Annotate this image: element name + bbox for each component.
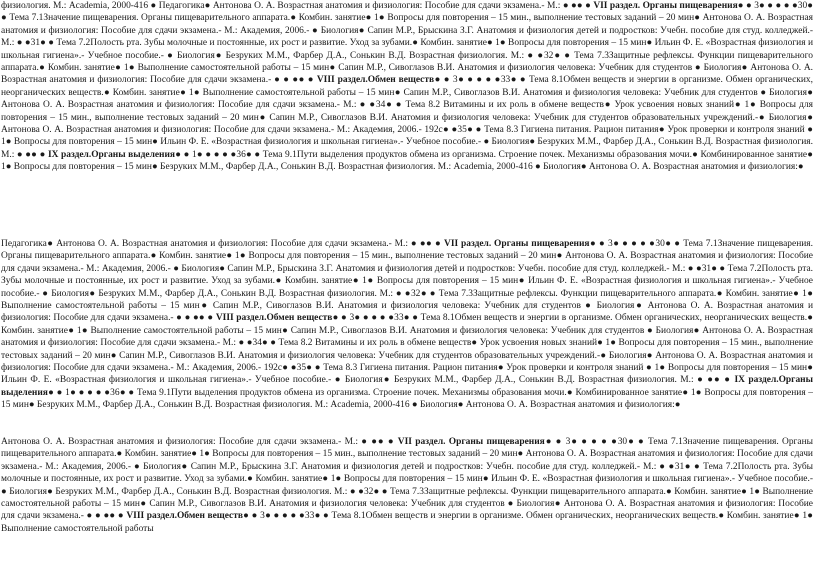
section-heading: IX раздел.Органы выделения	[1, 375, 813, 398]
section-heading: IX раздел.Органы выделения	[47, 149, 176, 160]
section-heading: VII раздел. Органы пищеварения	[397, 437, 545, 447]
section-heading: VIII раздел.Обмен веществ	[316, 75, 435, 86]
section-heading: VII раздел. Органы пищеварения	[593, 1, 738, 11]
text-block-3: Антонова О. А. Возрастная анатомия и физиология: Пособие для сдачи экзамена.- М.: ● ●● ● VII раздел. Органы пищеварения● ● 3● ● ● ● ●30● ● Тема 7.1Значение пищеварения. Органы пищеварительного аппарата.● Комбин. занятие● 1● Вопросы для повторения – 15 мин., выполнение тестовых заданий – 20 мин● Антонова О. А. Возрастная анатомия и физиология: Пособие для сдачи экзамена.- М.: Академия, 2006.- ● Биология● Сапин М.Р., Брыскина З.Г. Анатомия и физиология детей и подростков: Учебн. пособие для студ. колледжей.- М.: ● ●31● ● Тема 7.2Полость рта. Зубы молочные и постоянные, их рост и развитие. Уход за зубами.● Комбин. занятие● 1● Вопросы для повторения – 15 мин● Ильин Ф. Е. «Возрастная физиология и школьная гигиена».- Учебное пособие.- ● Биология● Безруких М.М., Фарбер Д.А., Сонькин В.Д. Возрастная физиология. М.: ● ●32● ● Тема 7.3Защитные рефлексы. Функции пищеварительного аппарата.● Комбин. занятие● 1● Выполнение самостоятельной работы – 15 мин● Сапин М.Р., Сивоглазов В.И. Анатомия и физиология человека: Учебник для студентов ● Биология● Антонова О. А. Возрастная анатомия и физиология: Пособие для сдачи экзамена.- ● ● ●● ● VIII раздел.Обмен веществ● ● 3● ● ● ● ●33● ● Тема 8.1Обмен веществ и энергии в организме. Обмен органических, неорганических веществ.● Комбин. занятие● 1● Выполнение самостоятельной работы	[1, 437, 813, 534]
text-block-2: Педагогика● Антонова О. А. Возрастная анатомия и физиология: Пособие для сдачи экзамена.- М.: ● ●● ● VII раздел. Органы пищеварения● ● 3● ● ● ● ●30● ● Тема 7.1Значение пищеварения. Органы пищеварительного аппарата.● Комбин. занятие● 1● Вопросы для повторения – 15 мин., выполнение тестовых заданий – 20 мин● Антонова О. А. Возрастная анатомия и физиология: Пособие для сдачи экзамена.- М.: Академия, 2006.- ● Биология● Сапин М.Р., Брыскина З.Г. Анатомия и физиология детей и подростков: Учебн. пособие для студ. колледжей.- М.: ● ●31● ● Тема 7.2Полость рта. Зубы молочные и постоянные, их рост и развитие. Уход за зубами.● Комбин. занятие● 1● Вопросы для повторения – 15 мин● Ильин Ф. Е. «Возрастная физиология и школьная гигиена».- Учебное пособие.- ● Биология● Безруких М.М., Фарбер Д.А., Сонькин В.Д. Возрастная физиология. М.: ● ●32● ● Тема 7.3Защитные рефлексы. Функции пищеварительного аппарата.● Комбин. занятие● 1● Выполнение самостоятельной работы – 15 мин● Сапин М.Р., Сивоглазов В.И. Анатомия и физиология человека: Учебник для студентов ● Биология● Антонова О. А. Возрастная анатомия и физиология: Пособие для сдачи экзамена.- ● ● ●● ● VIII раздел.Обмен веществ● ● 3● ● ● ● ●33● ● Тема 8.1Обмен веществ и энергии в организме. Обмен органических, неорганических веществ.● Комбин. занятие● 1● Выполнение самостоятельной работы – 15 мин● Сапин М.Р., Сивоглазов В.И. Анатомия и физиология человека: Учебник для студентов ● Биология● Антонова О. А. Возрастная анатомия и физиология: Пособие для сдачи экзамена.- М.: ● ●34● ● Тема 8.2 Витамины и их роль в обмене веществ● Урок усвоения новых знаний● 1● Вопросы для повторения – 15 мин., выполнение тестовых заданий – 20 мин● Сапин М.Р., Сивоглазов В.И. Анатомия и физиология человека: Учебник для студентов образовательных учреждений.-● Биология● Антонова О. А. Возрастная анатомия и физиология: Пособие для сдачи экзамена.- М.: Академия, 2006.- 192с● ●35● ● Тема 8.3 Гигиена питания. Рацион питания● Урок проверки и контроля знаний ● 1● Вопросы для повторения – 15 мин● Ильин Ф. Е. «Возрастная физиология и школьная гигиена».- Учебное пособие.- ● Биология● Безруких М.М., Фарбер Д.А., Сонькин В.Д. Возрастная физиология. М.: ● ●● ● IX раздел.Органы выделения● ● 1● ● ● ● ●36● ● Тема 9.1Пути выделения продуктов обмена из организма. Строение почек. Механизмы образования мочи.● Комбинированное занятие● 1● Вопросы для повторения – 15 мин● Безруких М.М., Фарбер Д.А., Сонькин В.Д. Возрастная физиология. М.: Academia, 2000-416 ● Биология● Антонова О. А. Возрастная анатомия и физиология:●	[1, 239, 813, 411]
text-block-1: физиология. М.: Academia, 2000-416 ● Педагогика● Антонова О. А. Возрастная анатомия и физиология: Пособие для сдачи экзамена.- М.: ● ●● ● VII раздел. Органы пищеварения● ● 3● ● ● ● ●30● ● Тема 7.1Значение пищеварения. Органы пищеварительного аппарата.● Комбин. занятие● 1● Вопросы для повторения – 15 мин., выполнение тестовых заданий – 20 мин● Антонова О. А. Возрастная анатомия и физиология: Пособие для сдачи экзамена.- М.: Академия, 2006.- ● Биология● Сапин М.Р., Брыскина З.Г. Анатомия и физиология детей и подростков: Учебн. пособие для студ. колледжей.- М.: ● ●31● ● Тема 7.2Полость рта. Зубы молочные и постоянные, их рост и развитие. Уход за зубами.● Комбин. занятие● 1● Вопросы для повторения – 15 мин● Ильин Ф. Е. «Возрастная физиология и школьная гигиена».- Учебное пособие.- ● Биология● Безруких М.М., Фарбер Д.А., Сонькин В.Д. Возрастная физиология. М.: ● ●32● ● Тема 7.3Защитные рефлексы. Функции пищеварительного аппарата.● Комбин. занятие● 1● Выполнение самостоятельной работы – 15 мин● Сапин М.Р., Сивоглазов В.И. Анатомия и физиология человека: Учебник для студентов ● Биология● Антонова О. А. Возрастная анатомия и физиология: Пособие для сдачи экзамена.- ● ● ●● ● VIII раздел.Обмен веществ● ● 3● ● ● ● ●33● ● Тема 8.1Обмен веществ и энергии в организме. Обмен органических, неорганических веществ.● Комбин. занятие● 1● Выполнение самостоятельной работы – 15 мин● Сапин М.Р., Сивоглазов В.И. Анатомия и физиология человека: Учебник для студентов ● Биология● Антонова О. А. Возрастная анатомия и физиология: Пособие для сдачи экзамена.- М.: ● ●34● ● Тема 8.2 Витамины и их роль в обмене веществ● Урок усвоения новых знаний● 1● Вопросы для повторения – 15 мин., выполнение тестовых заданий – 20 мин● Сапин М.Р., Сивоглазов В.И. Анатомия и физиология человека: Учебник для студентов образовательных учреждений.-● Биология● Антонова О. А. Возрастная анатомия и физиология: Пособие для сдачи экзамена.- М.: Академия, 2006.- 192с● ●35● ● Тема 8.3 Гигиена питания. Рацион питания● Урок проверки и контроля знаний ● 1● Вопросы для повторения – 15 мин● Ильин Ф. Е. «Возрастная физиология и школьная гигиена».- Учебное пособие.- ● Биология● Безруких М.М., Фарбер Д.А., Сонькин В.Д. Возрастная физиология. М.: ● ●● ● IX раздел.Органы выделения● ● 1● ● ● ● ●36● ● Тема 9.1Пути выделения продуктов обмена из организма. Строение почек. Механизмы образования мочи.● Комбинированное занятие● 1● Вопросы для повторения – 15 мин● Безруких М.М., Фарбер Д.А., Сонькин В.Д. Возрастная физиология. М.: Academia, 2000-416 ● Биология● Антонова О. А. Возрастная анатомия и физиология:●	[1, 1, 813, 173]
section-heading: VII раздел. Органы пищеварения	[444, 239, 590, 249]
section-heading: VIII раздел.Обмен веществ	[126, 511, 243, 522]
section-heading: VIII раздел.Обмен веществ	[215, 313, 333, 324]
